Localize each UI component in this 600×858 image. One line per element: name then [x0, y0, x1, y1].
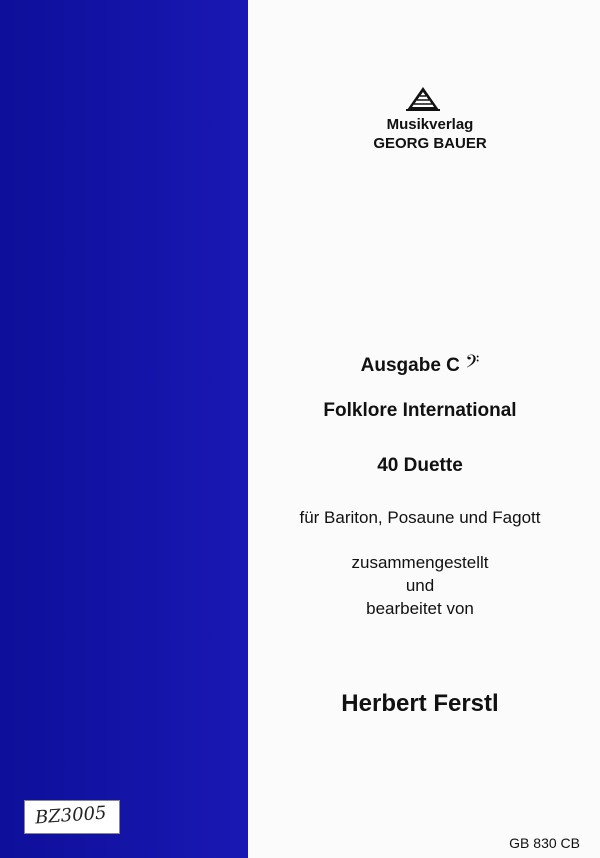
edition-label: Ausgabe C — [360, 355, 460, 376]
edition-heading — [260, 352, 580, 377]
author-name: Herbert Ferstl — [341, 690, 499, 717]
bass-clef-icon: 𝄢 — [465, 352, 480, 377]
blue-cover-band — [0, 0, 248, 858]
publisher-name-line1: Musikverlag — [386, 116, 474, 133]
arranged-line2: und — [405, 576, 435, 595]
instrumentation: für Bariton, Posaune und Fagott — [299, 508, 541, 527]
arranged-line3: bearbeitet von — [366, 599, 474, 618]
book-subtitle: 40 Duette — [377, 455, 463, 476]
book-title: Folklore International — [323, 400, 517, 421]
pyramid-logo-icon — [405, 86, 441, 112]
sticker-handwriting: BZ3005 — [34, 802, 108, 829]
inventory-sticker — [24, 800, 120, 834]
catalog-code: GB 830 CB — [509, 835, 580, 851]
arranged-line1: zusammengestellt — [351, 553, 489, 572]
publisher-name-line2: GEORG BAUER — [373, 135, 487, 152]
